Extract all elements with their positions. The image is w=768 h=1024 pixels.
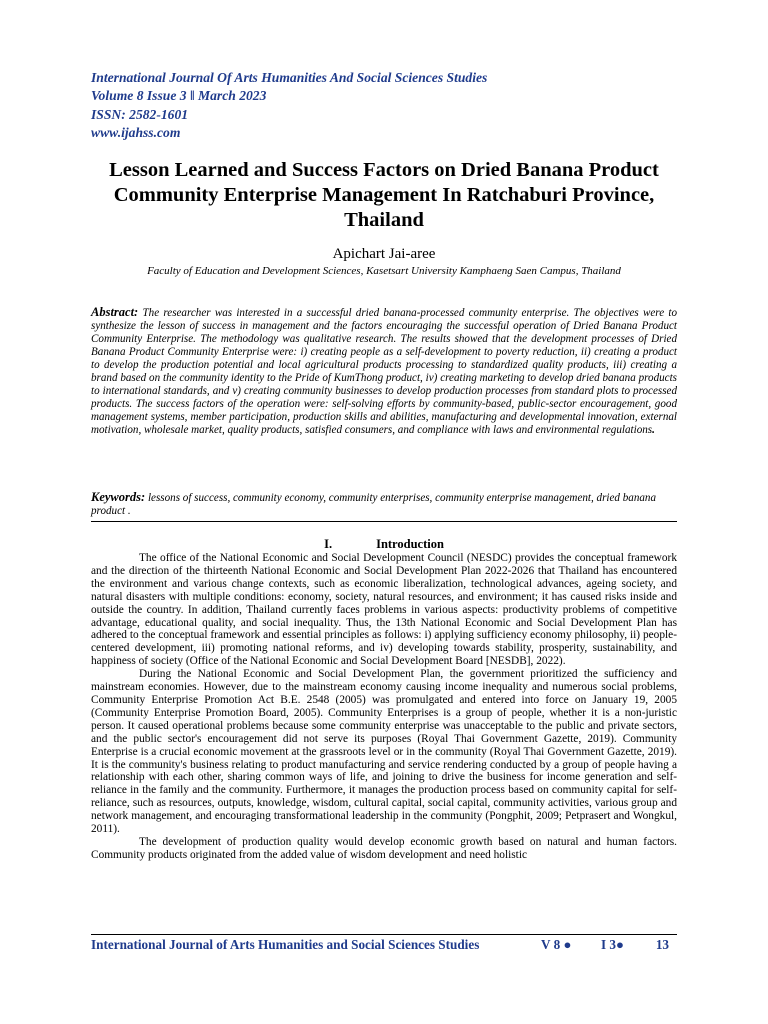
journal-website: www.ijahss.com	[91, 124, 181, 140]
footer-journal: International Journal of Arts Humanities and Social Sciences Studies	[91, 937, 480, 952]
footer-issue: I 3●	[601, 937, 624, 952]
footer-volume: V 8 ●	[541, 937, 572, 952]
abstract-text: The researcher was interested in a successful dried banana-processed community enterprise. The objectives were to synthesize the lesson of success in management and the factors encouraging the successful operation of Dried Banana Product Community Enterprise. The methodology was qualitative research. The results showed that the development processes of Dried Banana Product Community Enterprise were: i) creating people as a self-development to poverty reduction, ii) creating a product to develop the production potential and local agricultural products processing to standardized quality products, iii) creating a brand based on the community identity to the Pride of KumThong product, iv) creating marketing to develop dried banana products to international standards, and v) creating community businesses to develop production processes from standard plots to processed products. The success factors of the operation were: self-solving efforts by community-based, public-sector encouragement, good management systems, member participation, production skills and abilities, manufacturing and developmental innovation, external motivation, wholesale market, quality products, satisfied consumers, and compliance with laws and environmental regulations	[91, 307, 677, 436]
paragraph: The development of production quality would develop economic growth based on natural and human factors. Community products originated from the added value of wisdom development and need holistic	[91, 835, 677, 861]
paper-author: Apichart Jai-aree	[332, 246, 436, 262]
page-footer	[91, 937, 677, 953]
journal-header	[91, 69, 487, 142]
journal-volume: Volume 8 Issue 3 ‖ March 2023	[91, 88, 267, 104]
abstract-end: .	[652, 423, 655, 436]
section-divider	[91, 521, 677, 522]
section-heading	[91, 537, 677, 552]
keywords	[91, 491, 677, 518]
journal-issn: ISSN: 2582-1601	[91, 106, 189, 122]
page-number: 13	[655, 937, 669, 952]
paragraph: The office of the National Economic and Social Development Council (NESDC) provides the conceptual framework and the direction of the thirteenth National Economic and Social Development Plan 2022-2026 that Thailand has encountered the environment and various change contexts, such as economic liberalization, technological advances, ageing society, and natural disasters with multiple conditions: economy, society, natural resources, and environment; it has caused risks inside and outside the country. In addition, Thailand currently faces problems in various aspects: productivity problems of competitive advantage, educational quality, and social inequality. Thus, the 13th National Economic and Social Development Plan has adhered to the conceptual framework and essential principles as follows: i) applying sufficiency economy philosophy, ii) people-centered development, iii) promoting national reforms, and iv) developing towards stability, prosperity, sustainability, and happiness of society (Office of the National Economic and Social Development Board [NESDB], 2022).	[91, 552, 677, 668]
footer-divider	[91, 934, 677, 935]
section-title: Introduction	[376, 537, 444, 551]
keywords-text: lessons of success, community economy, community enterprises, community enterprise management, dried banana product .	[91, 492, 657, 517]
journal-name: International Journal Of Arts Humanities And Social Sciences Studies	[91, 70, 488, 85]
paragraph: During the National Economic and Social Development Plan, the government prioritized the sufficiency and mainstream economies. However, due to the mainstream economy causing income inequality and numerous social problems, Community Enterprise Promotion Act B.E. 2548 (2005) was promulgated and entered into force on January 19, 2005 (Community Enterprise Promotion Board, 2005). Community Enterprises is a group of people, whether it is a non-juristic person. It caused operational problems because some community enterprise was unacceptable to the public and private sectors, and the public sector's encouragement did not serve its purposes (Royal Thai Government Gazette, 2019). Community Enterprise is a crucial economic movement at the grassroots level or in the community (Royal Thai Government Gazette, 2019). It is the community's business relating to product manufacturing and service rendering conducted by a group of people having a relationship with each other, sharing common ways of life, and joining to drive the business for income generation and self-reliance in the family and the community. Furthermore, it manages the production process based on community capital for self-reliance, such as resources, outputs, knowledge, wisdom, cultural capital, social capital, community activities, various group and network management, and encouraging transformational leadership in the community (Pongphit, 2009; Petprasert and Wongkul, 2011).	[91, 668, 677, 836]
abstract-label: Abstract:	[91, 305, 139, 319]
section-number: I.	[324, 537, 333, 551]
author-affiliation: Faculty of Education and Development Sciences, Kasetsart University Kamphaeng Saen Campus, Thailand	[147, 265, 621, 277]
abstract	[91, 306, 677, 437]
paper-title: Lesson Learned and Success Factors on Dried Banana Product Community Enterprise Management In Ratchaburi Province, Thailand	[109, 159, 659, 231]
body-text	[91, 552, 677, 862]
keywords-label: Keywords:	[91, 490, 146, 504]
